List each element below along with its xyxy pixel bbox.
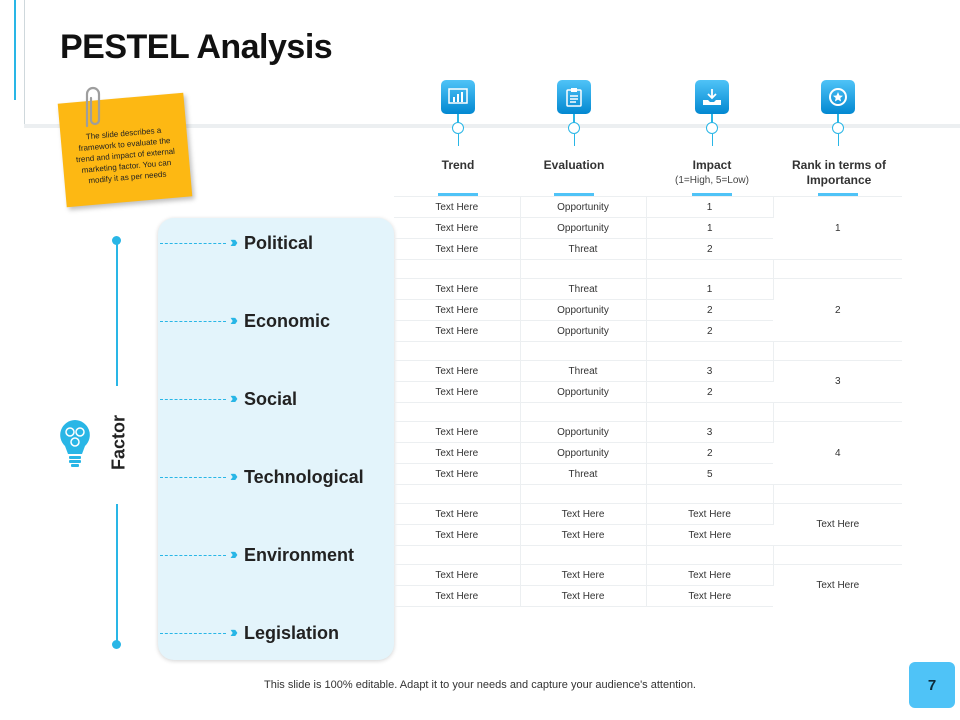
spacer-row [394, 403, 902, 422]
download-tray-icon [695, 80, 729, 114]
table-cell: Text Here [394, 321, 520, 342]
factor-political: ››› Political [160, 230, 313, 256]
table-cell: Opportunity [520, 218, 646, 239]
table-cell: Threat [520, 361, 646, 382]
chevrons-icon: ››› [230, 234, 234, 251]
connector [712, 134, 713, 146]
connector [458, 134, 459, 146]
pestel-table [394, 196, 902, 607]
table-cell: 2 [646, 321, 773, 342]
table-cell: Text Here [394, 464, 520, 485]
connector [574, 134, 575, 146]
trend-chart-icon [441, 80, 475, 114]
chevrons-icon: ››› [230, 390, 234, 407]
table-cell: Threat [520, 239, 646, 260]
clipboard-checklist-icon [557, 80, 591, 114]
rank-cell: 1 [773, 197, 902, 260]
star-badge-icon [821, 80, 855, 114]
table-cell: Text Here [394, 586, 520, 607]
table-cell: Opportunity [520, 443, 646, 464]
table-cell: 1 [646, 218, 773, 239]
table-cell: Threat [520, 464, 646, 485]
table-cell: Text Here [394, 565, 520, 586]
table-cell: Text Here [394, 300, 520, 321]
slide-title: PESTEL Analysis [60, 28, 333, 66]
factor-axis-label: Factor [108, 415, 129, 471]
column-header-impact: Impact (1=High, 5=Low) [652, 158, 772, 188]
factor-legislation: ››› Legislation [160, 620, 339, 646]
chevrons-icon: ››› [230, 546, 234, 563]
paperclip-icon [78, 84, 106, 130]
rank-cell: Text Here [773, 565, 902, 607]
table-cell: 1 [646, 197, 773, 218]
rank-cell: 3 [773, 361, 902, 403]
table-cell: Text Here [394, 525, 520, 546]
table-row [394, 197, 902, 218]
table-cell: 2 [646, 239, 773, 260]
table-cell: 1 [646, 279, 773, 300]
table-row [394, 422, 902, 443]
accent-line-secondary [24, 0, 25, 126]
column-header-evaluation: Evaluation [543, 158, 605, 172]
sticky-note-text: The slide describes a framework to evaluate the trend and impact of external marketing factor. You can modify it as per needs [75, 125, 176, 186]
factor-environment: ››› Environment [160, 542, 354, 568]
table-cell: Text Here [520, 565, 646, 586]
table-cell: Opportunity [520, 197, 646, 218]
table-row [394, 361, 902, 382]
connector-ring [706, 122, 718, 134]
table-cell: Text Here [394, 239, 520, 260]
table-row [394, 279, 902, 300]
factor-panel [158, 218, 394, 660]
connector-ring [452, 122, 464, 134]
rank-cell: 4 [773, 422, 902, 485]
table-cell: Text Here [520, 525, 646, 546]
table-cell: Text Here [394, 382, 520, 403]
table-cell: 3 [646, 361, 773, 382]
chevrons-icon: ››› [230, 468, 234, 485]
timeline-dot [112, 640, 121, 649]
table-cell: Text Here [394, 279, 520, 300]
table-cell: Text Here [520, 504, 646, 525]
chevrons-icon: ››› [230, 624, 234, 641]
column-header-rank: Rank in terms of Importance [791, 158, 887, 187]
factor-social: ››› Social [160, 386, 297, 412]
table-cell: Text Here [394, 218, 520, 239]
rank-cell: 2 [773, 279, 902, 342]
table-cell: Text Here [394, 197, 520, 218]
table-cell: Text Here [394, 443, 520, 464]
table-cell: Threat [520, 279, 646, 300]
table-cell: Text Here [520, 586, 646, 607]
rank-cell: Text Here [773, 504, 902, 546]
spacer-row [394, 342, 902, 361]
table-cell: Opportunity [520, 422, 646, 443]
spacer-row [394, 546, 902, 565]
table-cell: 5 [646, 464, 773, 485]
table-cell: Text Here [394, 361, 520, 382]
table-cell: 2 [646, 443, 773, 464]
connector-ring [568, 122, 580, 134]
table-row [394, 565, 902, 586]
page-number: 7 [909, 662, 955, 708]
spacer-row [394, 260, 902, 279]
table-cell: Opportunity [520, 382, 646, 403]
spacer-row [394, 485, 902, 504]
table-cell: Opportunity [520, 300, 646, 321]
factor-technological: ››› Technological [160, 464, 364, 490]
chevrons-icon: ››› [230, 312, 234, 329]
timeline-dot [112, 236, 121, 245]
factor-economic: ››› Economic [160, 308, 330, 334]
accent-line [14, 0, 16, 100]
table-cell: 2 [646, 300, 773, 321]
table-row [394, 504, 902, 525]
table-cell: 2 [646, 382, 773, 403]
table-cell: Text Here [394, 422, 520, 443]
footer-text: This slide is 100% editable. Adapt it to your needs and capture your audience's attention. [264, 679, 696, 691]
column-header-trend: Trend [441, 158, 475, 172]
table-cell: 3 [646, 422, 773, 443]
lightbulb-gears-icon [58, 418, 92, 470]
table-cell: Text Here [646, 525, 773, 546]
connector [838, 134, 839, 146]
table-cell: Text Here [646, 504, 773, 525]
table-cell: Text Here [646, 565, 773, 586]
table-cell: Text Here [394, 504, 520, 525]
impact-scale-note: (1=High, 5=Low) [675, 175, 749, 186]
table-cell: Text Here [646, 586, 773, 607]
connector-ring [832, 122, 844, 134]
table-cell: Opportunity [520, 321, 646, 342]
